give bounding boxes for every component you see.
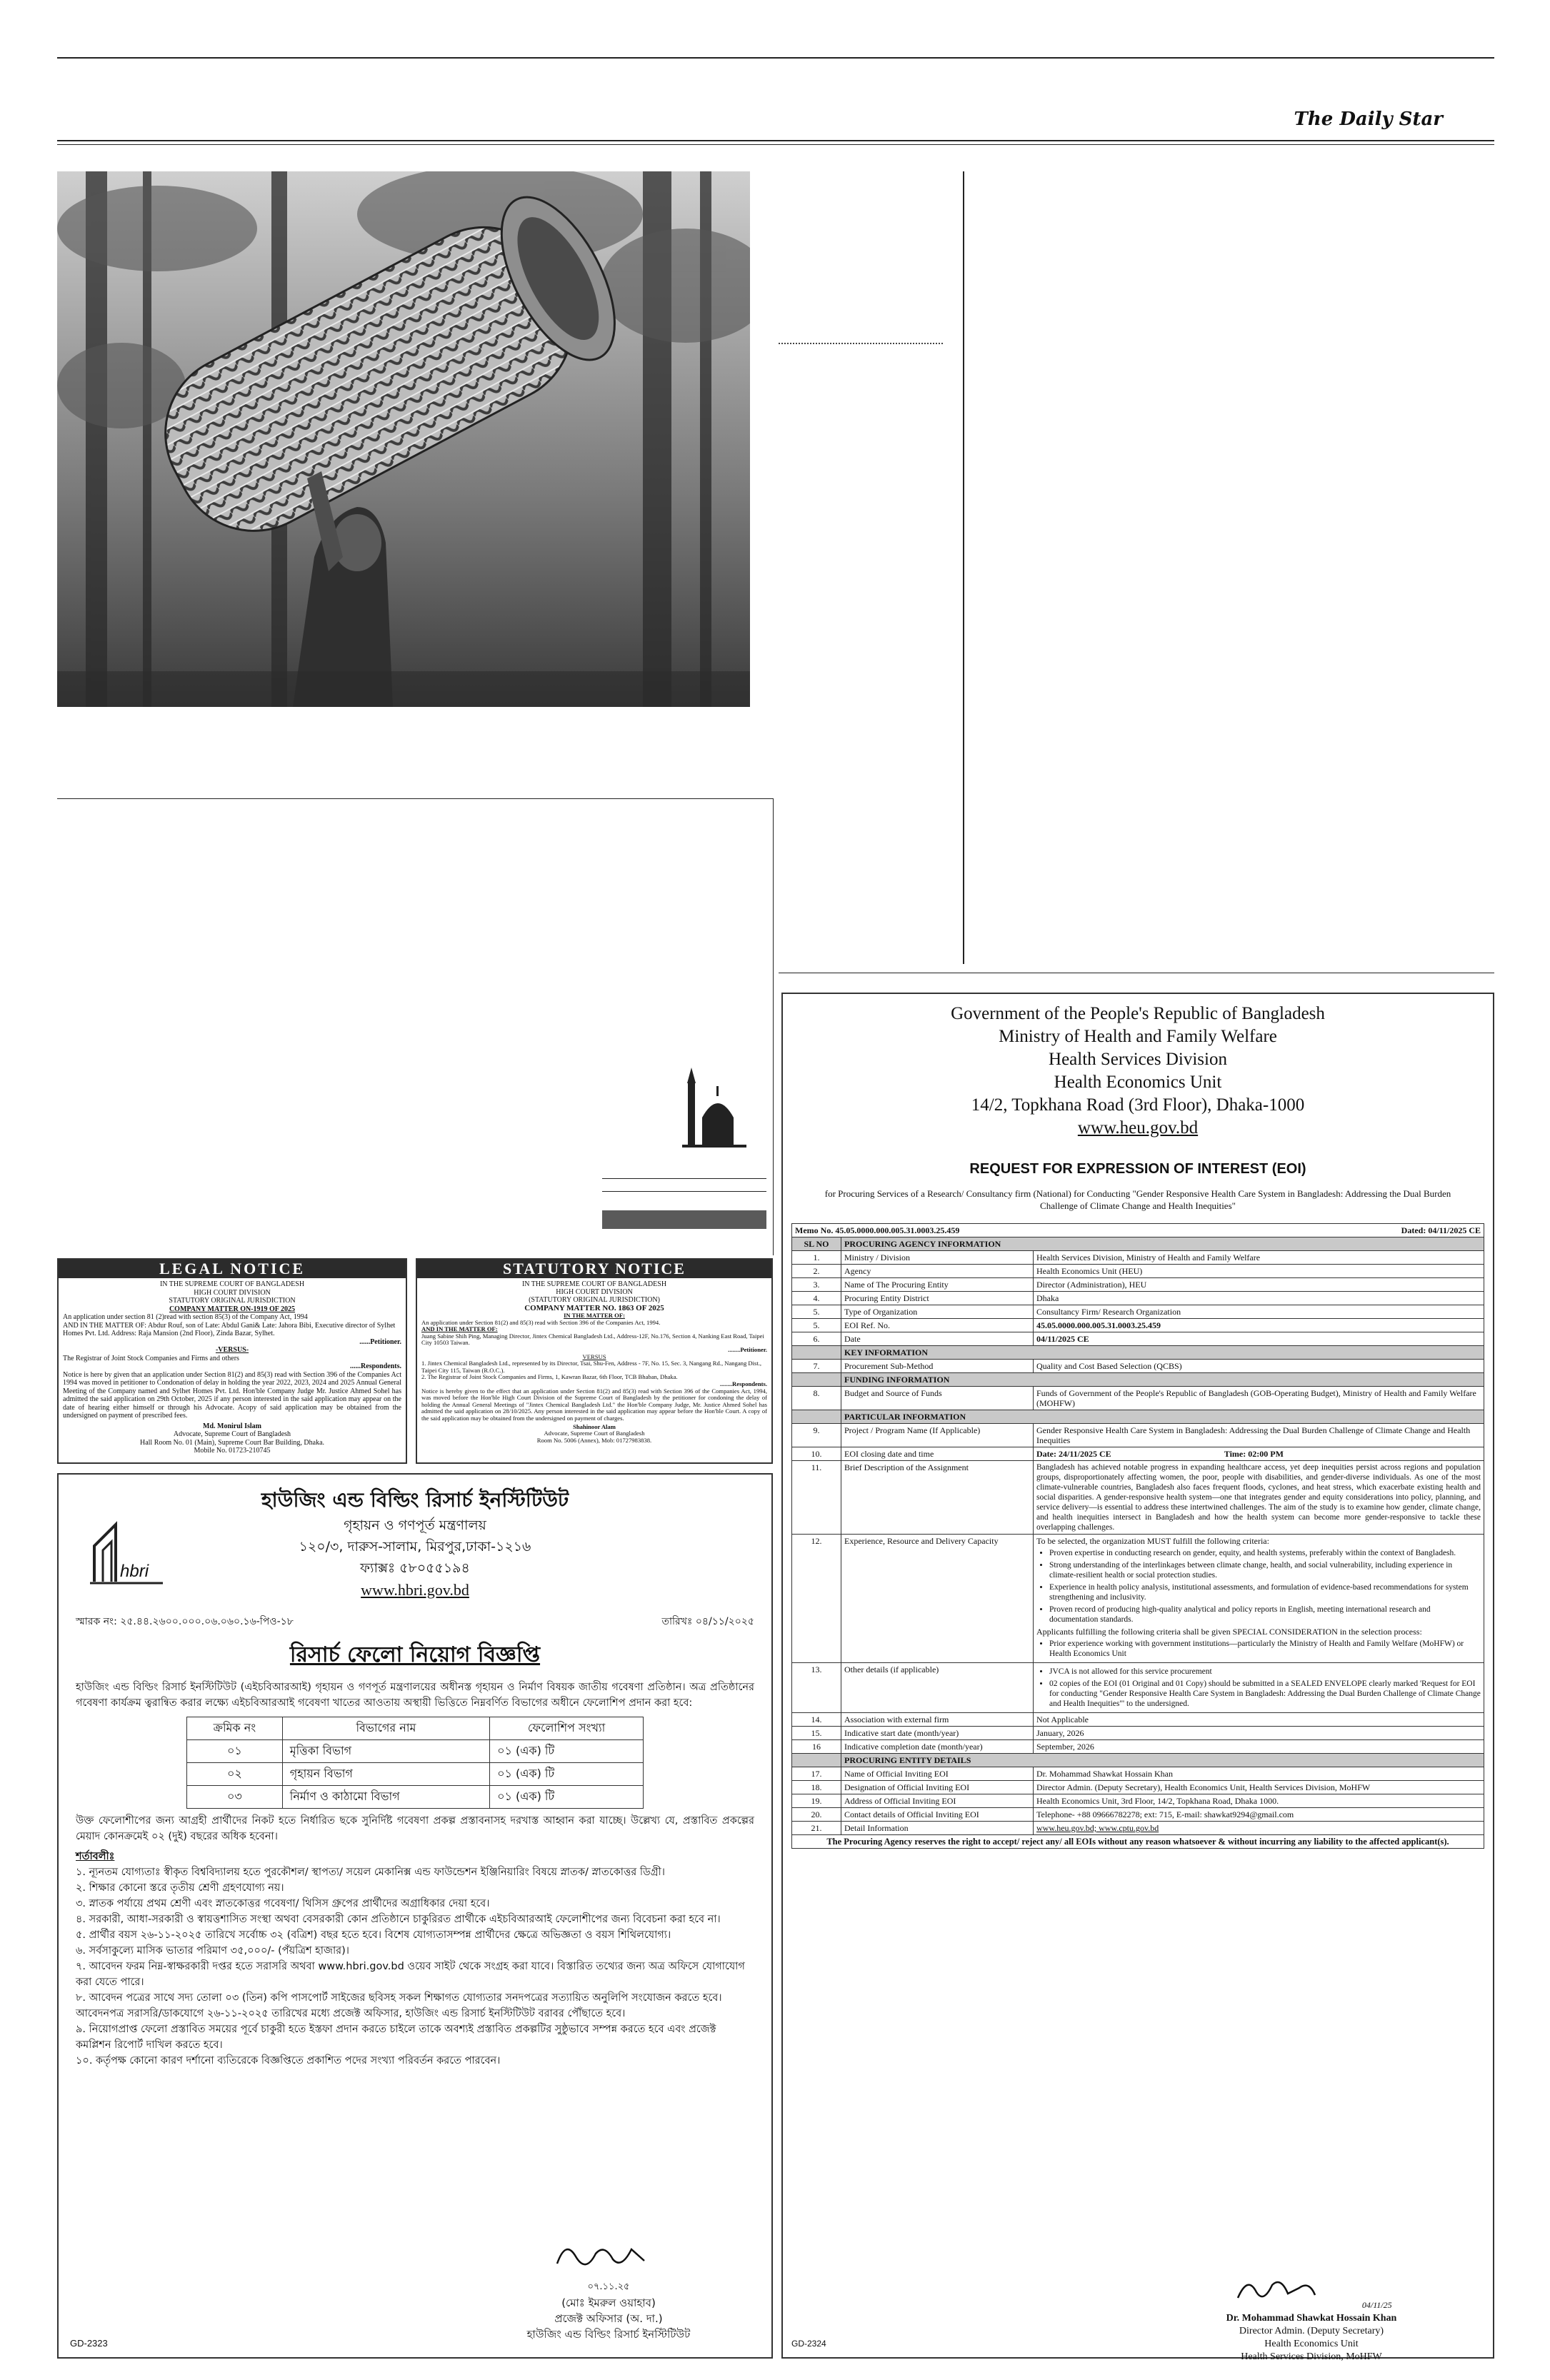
top-rule bbox=[57, 57, 1494, 59]
hbri-title-wrap bbox=[76, 1637, 754, 1674]
eoi-sl: 19. bbox=[792, 1794, 841, 1808]
eoi-key: Name of Official Inviting EOI bbox=[841, 1767, 1034, 1781]
hbri-logo-text: hbri bbox=[120, 1562, 149, 1581]
eoi-key: Other details (if applicable) bbox=[841, 1663, 1034, 1713]
hbri-condition: ৪. সরকারী, আধা-সরকারী ও স্বায়ত্তশাসিত সংস্থা অথবা বেসরকারী কোন প্রতিষ্ঠানে চাকুরিরত প্রার্থীকে এইচবিআরআই ফেলোশীপের জন্য বিবেচনা করা হবে না। bbox=[76, 1914, 721, 1925]
list-item: • Prior experience working with government institutions—particularly the Ministry of Health and Family Welfare (MoHFW) or Health Economics Unit bbox=[1049, 1639, 1481, 1659]
eoi-sl: 6. bbox=[792, 1332, 841, 1346]
eoi-section bbox=[792, 1346, 1484, 1360]
hbri-condition: ৮. আবেদন পত্রের সাথে সদ্য তোলা ০৩ (তিন) কপি পাসপোর্ট সাইজের ছবিসহ সকল শিক্ষাগত যোগ্যতার সনদপত্রের সত্যায়িত অনুলিপি সংযোজন করতে হবে। আবেদনপত্র সরাসরি/ডাকযোগে ২৬-১১-২০২৫ তারিখের মধ্যে প্রজেক্ট অফিসার, হাউজিং এন্ড রিসার্চ ইনস্টিটিউট বরাবর পৌঁছাতে হবে। bbox=[76, 1992, 722, 2019]
stat-division: HIGH COURT DIVISION bbox=[556, 1288, 633, 1296]
eoi-key: Project / Program Name (If Applicable) bbox=[841, 1424, 1034, 1447]
eoi-key: Indicative start date (month/year) bbox=[841, 1727, 1034, 1740]
eoi-value: Consultancy Firm/ Research Organization bbox=[1034, 1305, 1484, 1319]
hbri-title: রিসার্চ ফেলো নিয়োগ বিজ্ঞপ্তি bbox=[289, 1642, 541, 1667]
masthead-rule-top bbox=[57, 140, 1494, 141]
eoi-signature bbox=[1231, 2272, 1359, 2308]
eoi-section-label: PARTICULAR INFORMATION bbox=[841, 1410, 1484, 1424]
hbri-intro: হাউজিং এন্ড বিল্ডিং রিসার্চ ইনস্টিটিউট (এইচবিআরআই) গৃহায়ন ও গণপূর্ত মন্ত্রণালয়ের অধীনস্ত গৃহায়ন ও নির্মাণ বিষয়ক জাতীয় গবেষণা প্রতিষ্ঠান। অত্র প্রতিষ্ঠানের গবেষণা কার্যক্রম ত্বরান্বিত করার লক্ষ্যে এইচবিআরআই গবেষণা খাতের আওতায় অস্থায়ী ভিত্তিতে নিম্নবর্ণিত বিভাগের অধীনে ফেলোশিপ প্রদান করা হবে: bbox=[76, 1682, 754, 1709]
hbri-sig-title: প্রজেক্ট অফিসার (অ. দা.) bbox=[554, 2312, 663, 2325]
table-row bbox=[187, 1763, 644, 1786]
eoi-sl: 10. bbox=[792, 1447, 841, 1461]
table-row bbox=[792, 1319, 1484, 1332]
table-row bbox=[187, 1786, 644, 1809]
stat-matter: COMPANY MATTER NO. 1863 OF 2025 bbox=[524, 1304, 664, 1312]
section-rule-left-v bbox=[773, 798, 774, 1255]
news-photo bbox=[57, 171, 750, 707]
eoi-closing-cell bbox=[1034, 1447, 1484, 1461]
hbri-org: হাউজিং এন্ড বিল্ডিং রিসার্চ ইনস্টিটিউট bbox=[261, 1488, 569, 1512]
table-row bbox=[792, 1727, 1484, 1740]
table-row bbox=[792, 1424, 1484, 1447]
eoi-value: Health Economics Unit, 3rd Floor, 14/2, Topkhana Road, Dhaka 1000. bbox=[1034, 1794, 1484, 1808]
hbri-condition: ৫. প্রার্থীর বয়স ২৬-১১-২০২৫ তারিখে সর্বোচ্চ ৩২ (বত্রিশ) বছর হতে হবে। বিশেষ যোগ্যতাসম্পন্ন প্রার্থীদের ক্ষেত্রে অভিজ্ঞতা ও বয়স শিথিলযোগ্য। bbox=[76, 1929, 671, 1941]
legal-notice-text: Notice is here by given that an application under Section 81(2) and 85(3) read with Section 396 of the Companies Act 1994 was moved in petitioner to Condonation of delay in holding the year 2022, 2023, 2024 and 2025 Annual General Meeting of the Company named and Sylhet Homes Pvt. Ltd. Hon'ble Company Judge Mr. Justice Ahmed Sohel has admitted the said application on 29th October, 2025 if any person interested in the said application may appear on the date of hearing either himself or through his Advocate. Acopy of said application may be obtained from the undersigned on payment of prescribed fees. bbox=[63, 1370, 401, 1420]
eoi-sl: 20. bbox=[792, 1808, 841, 1822]
legal-notice bbox=[57, 1258, 407, 1464]
masthead-paper-name: The Daily Star bbox=[1294, 109, 1443, 130]
hbri-gd: GD-2323 bbox=[70, 2338, 108, 2349]
table-row bbox=[187, 1740, 644, 1763]
eoi-key: Experience, Resource and Delivery Capacity bbox=[841, 1535, 1034, 1663]
eoi-value: Gender Responsive Health Care System in Bangladesh: Addressing the Dual Burden Challenge of Climate Change and Health Inequities bbox=[1034, 1424, 1484, 1447]
eoi-sl-blank bbox=[792, 1754, 841, 1767]
eoi-value: Funds of Government of the People's Republic of Bangladesh (GOB-Operating Budget), Ministry of Health and Family Welfare (MOHFW) bbox=[1034, 1387, 1484, 1410]
eoi-criteria-intro: To be selected, the organization MUST fulfill the following criteria: bbox=[1036, 1536, 1269, 1546]
table-row bbox=[792, 1822, 1484, 1835]
hbri-web: www.hbri.gov.bd bbox=[361, 1581, 469, 1599]
eoi-sl: 21. bbox=[792, 1822, 841, 1835]
hbri-condition: ৭. আবেদন ফরম নিম্ন-স্বাক্ষরকারী দপ্তর হতে সরাসরি অথবা www.hbri.gov.bd ওয়েব সাইট থেকে সংগ্রহ করা যাবে। বিস্তারিত তথ্যের জন্য অত্র অফিসে যোগাযোগ করা যেতে পারে। bbox=[76, 1961, 745, 1988]
eoi-unit: Health Economics Unit bbox=[1054, 1073, 1222, 1092]
fellowship-table bbox=[186, 1717, 644, 1809]
table-row bbox=[792, 1794, 1484, 1808]
list-item: • Experience in health policy analysis, institutional assessments, and formulation of evidence-based recommendations for system strengthening and inclusivity. bbox=[1049, 1582, 1481, 1602]
fel-cell: নির্মাণ ও কাঠামো বিভাগ bbox=[282, 1786, 489, 1809]
eoi-advertisement bbox=[781, 993, 1494, 2362]
eoi-table bbox=[791, 1223, 1484, 1849]
fel-cell: ০১ (এক) টি bbox=[490, 1786, 644, 1809]
hbri-signature-block bbox=[459, 2235, 759, 2342]
eoi-sl: 12. bbox=[792, 1535, 841, 1663]
fel-cell: ০১ (এক) টি bbox=[490, 1763, 644, 1786]
fel-head-dept: বিভাগের নাম bbox=[282, 1717, 489, 1740]
eoi-sl: 15. bbox=[792, 1727, 841, 1740]
table-row bbox=[792, 1740, 1484, 1754]
eoi-value: 04/11/2025 CE bbox=[1034, 1332, 1484, 1346]
hbri-sig-name: (মোঃ ইমরুল ওয়াহাব) bbox=[561, 2296, 656, 2309]
fel-head-sl: ক্রমিক নং bbox=[187, 1717, 283, 1740]
table-row bbox=[792, 1663, 1484, 1713]
eoi-ministry: Ministry of Health and Family Welfare bbox=[999, 1027, 1277, 1046]
dotted-separator bbox=[779, 343, 943, 344]
hbri-date: তারিখঃ ০৪/১১/২০২৫ bbox=[661, 1616, 754, 1627]
eoi-web: www.heu.gov.bd bbox=[1077, 1118, 1199, 1138]
eoi-memo-row bbox=[792, 1224, 1484, 1237]
legal-jurisdiction: STATUTORY ORIGINAL JURISDICTION bbox=[169, 1297, 296, 1305]
eoi-key: Procuring Entity District bbox=[841, 1292, 1034, 1305]
eoi-key: Designation of Official Inviting EOI bbox=[841, 1781, 1034, 1794]
eoi-signature-block bbox=[1154, 2272, 1469, 2364]
eoi-value: Telephone- +88 09666782278; ext: 715, E-mail: shawkat9294@gmail.com bbox=[1034, 1808, 1484, 1822]
column-rule bbox=[963, 171, 964, 964]
grey-bar bbox=[602, 1210, 766, 1229]
eoi-sl: 16 bbox=[792, 1740, 841, 1754]
eoi-value: Health Services Division, Ministry of Health and Family Welfare bbox=[1034, 1251, 1484, 1265]
table-row bbox=[792, 1767, 1484, 1781]
masthead-rule-bottom bbox=[57, 144, 1494, 145]
eoi-sig-name: Dr. Mohammad Shawkat Hossain Khan bbox=[1226, 2313, 1397, 2324]
eoi-key: Type of Organization bbox=[841, 1305, 1034, 1319]
eoi-sl: 18. bbox=[792, 1781, 841, 1794]
eoi-title: REQUEST FOR EXPRESSION OF INTEREST (EOI) bbox=[969, 1161, 1306, 1177]
table-row bbox=[792, 1535, 1484, 1663]
eoi-section-label: PROCURING AGENCY INFORMATION bbox=[841, 1237, 1484, 1251]
legal-signer-mobile: Mobile No. 01723-210745 bbox=[194, 1447, 271, 1455]
eoi-key: Indicative completion date (month/year) bbox=[841, 1740, 1034, 1754]
eoi-division: Health Services Division bbox=[1049, 1050, 1227, 1069]
stat-resp1: 1. Jintex Chemical Bangladesh Ltd., represented by its Director, Tsai, Shu-Fen, Address - 7F, No. 15, Sec. 3, Nangang Rd., Nangang Dist., Taipei City 115, Taiwan (R.O.C.). bbox=[421, 1360, 762, 1374]
eoi-subtitle: for Procuring Services of a Research/ Consultancy firm (National) for Conducting "Gender Responsive Health Care System in Bangladesh: Addressing the Dual Burden Challenge of Climate Change and Health Inequities" bbox=[824, 1188, 1451, 1211]
list-item: • JVCA is not allowed for this service procurement bbox=[1049, 1667, 1481, 1677]
table-row bbox=[792, 1360, 1484, 1373]
eoi-sl: 14. bbox=[792, 1713, 841, 1727]
photo-illustration bbox=[57, 171, 750, 707]
eoi-value: Quality and Cost Based Selection (QCBS) bbox=[1034, 1360, 1484, 1373]
legal-division: HIGH COURT DIVISION bbox=[194, 1288, 271, 1297]
hbri-condition: ৬. সর্বসাকুল্যে মাসিক ভাতার পরিমাণ ৩৫,০০০/- (পঁয়ত্রিশ হাজার)। bbox=[76, 1945, 349, 1957]
eoi-key: EOI closing date and time bbox=[841, 1447, 1034, 1461]
eoi-value: Dhaka bbox=[1034, 1292, 1484, 1305]
eoi-sig-title: Director Admin. (Deputy Secretary) bbox=[1239, 2326, 1384, 2336]
fel-cell: মৃত্তিকা বিভাগ bbox=[282, 1740, 489, 1763]
stat-petitioner: ........Petitioner. bbox=[728, 1345, 767, 1353]
legal-respondents-tag: ......Respondents. bbox=[350, 1362, 401, 1370]
table-row bbox=[792, 1251, 1484, 1265]
hbri-condition: ৩. স্নাতক পর্যায়ে প্রথম শ্রেণী এবং স্নাতকোত্তর গবেষণা/ থিসিস গ্রুপের প্রার্থীদের অগ্রাধিকার দেয়া হবে। bbox=[76, 1898, 490, 1909]
eoi-dated: Dated: 04/11/2025 CE bbox=[1401, 1225, 1481, 1235]
eoi-sl-blank bbox=[792, 1410, 841, 1424]
table-row bbox=[792, 1713, 1484, 1727]
eoi-key: Date bbox=[841, 1332, 1034, 1346]
hbri-advertisement bbox=[57, 1473, 773, 2359]
statutory-notice-banner: STATUTORY NOTICE bbox=[417, 1260, 771, 1278]
eoi-value: January, 2026 bbox=[1034, 1727, 1484, 1740]
eoi-memo-cell bbox=[792, 1224, 1484, 1237]
eoi-sl: 8. bbox=[792, 1387, 841, 1410]
table-row bbox=[792, 1447, 1484, 1461]
eoi-sl: 5. bbox=[792, 1305, 841, 1319]
stat-notice-text: Notice is hereby given to the effect that an application under Section 81(2) and 85(3) read with Section 396 of the Companies Act, 1994, was moved before the Hon'ble High Court Division of the Supreme Court of Bangladesh by the petitioner for condoning the delay of holding the Annual General Meetings of "Jintex Chemical Bangladesh Ltd." the Hon'ble Company Judge, Mr. Justice Ahmed Sohel has admitted the said application on 28/10/2025. Any person interested in the said application may appear before the Hon'ble Court. A copy of the said application may be obtained from the undersigned on payment of charges. bbox=[421, 1387, 767, 1422]
eoi-value: Not Applicable bbox=[1034, 1713, 1484, 1727]
eoi-other-details-cell bbox=[1034, 1663, 1484, 1713]
hbri-conditions-head: শর্তাবলীঃ bbox=[76, 1851, 115, 1862]
eoi-key: Budget and Source of Funds bbox=[841, 1387, 1034, 1410]
stat-jurisdiction: (STATUTORY ORIGINAL JURISDICTION) bbox=[529, 1296, 660, 1304]
legal-body1: An application under section 81 (2)read with section 85(3) of the Company Act, 1994 bbox=[63, 1313, 308, 1321]
eoi-reserve-text: The Procuring Agency reserves the right to accept/ reject any/ all EOIs without any reason whatsoever & without incurring any liability to the affected applicant(s). bbox=[792, 1835, 1484, 1849]
eoi-criteria-list bbox=[1049, 1548, 1481, 1625]
table-row bbox=[792, 1265, 1484, 1278]
stat-resp2: 2. The Registrar of Joint Stock Companies and Firms, 1, Kawran Bazar, 6th Floor, TCB Bhaban, Dhaka. bbox=[421, 1373, 678, 1381]
eoi-sl-head: SL NO bbox=[792, 1237, 841, 1251]
eoi-key: Ministry / Division bbox=[841, 1251, 1034, 1265]
legal-petitioner: ......Petitioner. bbox=[359, 1337, 401, 1346]
fel-cell: ০৩ bbox=[187, 1786, 283, 1809]
eoi-key: Contact details of Official Inviting EOI bbox=[841, 1808, 1034, 1822]
stat-respondents-tag: ........Respondents. bbox=[719, 1380, 767, 1387]
table-row bbox=[792, 1305, 1484, 1319]
hbri-sig-org: হাউজিং এন্ড বিল্ডিং রিসার্চ ইনস্টিটিউট bbox=[526, 2328, 691, 2341]
eoi-closing-date: Date: 24/11/2025 CE bbox=[1036, 1449, 1111, 1459]
eoi-closing-time: Time: 02:00 PM bbox=[1224, 1449, 1284, 1459]
legal-court: IN THE SUPREME COURT OF BANGLADESH bbox=[159, 1280, 305, 1288]
eoi-sl: 13. bbox=[792, 1663, 841, 1713]
eoi-value: September, 2026 bbox=[1034, 1740, 1484, 1754]
table-row bbox=[792, 1332, 1484, 1346]
hbri-condition: ২. শিক্ষার কোনো স্তরে তৃতীয় শ্রেণী গ্রহণযোগ্য নয়। bbox=[76, 1882, 284, 1894]
eoi-sl: 11. bbox=[792, 1461, 841, 1535]
statutory-notice bbox=[416, 1258, 773, 1464]
hbri-condition: ১. ন্যূনতম যোগ্যতাঃ স্বীকৃত বিশ্ববিদ্যালয় হতে পুরকৌশল/ স্থাপত্য/ সয়েল মেকানিক্স এন্ড ফাউন্ডেশন ইঞ্জিনিয়ারিং বিষয়ে স্নাতক/ স্নাতকোত্তর ডিগ্রী। bbox=[76, 1867, 665, 1878]
stat-body1: An application under Section 81(2) and 85(3) read with Section 396 of the Companies Act, 1994. bbox=[421, 1318, 661, 1326]
eoi-value: www.heu.gov.bd; www.cptu.gov.bd bbox=[1034, 1822, 1484, 1835]
eoi-value: 45.05.0000.000.005.31.0003.25.459 bbox=[1034, 1319, 1484, 1332]
eoi-value: Director Admin. (Deputy Secretary), Health Economics Unit, Health Services Division, MoHFW bbox=[1034, 1781, 1484, 1794]
eoi-section bbox=[792, 1754, 1484, 1767]
stat-in-matter-head: IN THE MATTER OF: bbox=[564, 1312, 625, 1319]
legal-signer-title: Advocate, Supreme Court of Bangladesh bbox=[173, 1430, 291, 1438]
table-row bbox=[792, 1292, 1484, 1305]
fellowship-table-head bbox=[187, 1717, 644, 1740]
eoi-key: Association with external firm bbox=[841, 1713, 1034, 1727]
eoi-sl: 2. bbox=[792, 1265, 841, 1278]
eoi-section-label: PROCURING ENTITY DETAILS bbox=[841, 1754, 1484, 1767]
legal-respondent: The Registrar of Joint Stock Companies and Firms and others bbox=[63, 1354, 239, 1362]
eoi-key: Detail Information bbox=[841, 1822, 1034, 1835]
eoi-sl-blank bbox=[792, 1373, 841, 1387]
hbri-logo bbox=[87, 1517, 166, 1596]
stat-party1: Juang Sabine Shih Ping, Managing Director, Jintex Chemical Bangladesh Ltd., Address-12F, No.176, Section 4, Nanking East Road, Taipei City 10503 Taiwan. bbox=[421, 1332, 764, 1347]
eoi-section bbox=[792, 1237, 1484, 1251]
eoi-sl: 3. bbox=[792, 1278, 841, 1292]
eoi-criteria-cell bbox=[1034, 1535, 1484, 1663]
stat-court: IN THE SUPREME COURT OF BANGLADESH bbox=[521, 1280, 667, 1288]
list-item: • Proven record of producing high-quality analytical and policy reports in English, meeting international research and documentation standards. bbox=[1049, 1605, 1481, 1625]
table-row bbox=[792, 1781, 1484, 1794]
hbri-signature bbox=[551, 2235, 666, 2275]
eoi-sl: 9. bbox=[792, 1424, 841, 1447]
eoi-memo: Memo No. 45.05.0000.000.005.31.0003.25.459 bbox=[795, 1225, 960, 1235]
stat-signer-title: Advocate, Supreme Court of Bangladesh bbox=[544, 1430, 645, 1437]
thin-rule-2 bbox=[602, 1191, 766, 1192]
hbri-condition: ৯. নিয়োগপ্রাপ্ত ফেলো প্রস্তাবিত সময়ের পূর্বে চাকুরী হতে ইস্তফা প্রদান করতে চাইলে তাকে অবশ্যই প্রস্তাবিত প্রকল্পটির সুষ্ঠুভাবে সম্পন্ন করতে হবে এবং প্রজেক্ট কমপ্লিশন রিপোর্ট দাখিল করতে হবে। bbox=[76, 2024, 716, 2051]
eoi-value: Dr. Mohammad Shawkat Hossain Khan bbox=[1034, 1767, 1484, 1781]
eoi-sl-blank bbox=[792, 1346, 841, 1360]
eoi-special-consideration: Applicants fulfilling the following criteria shall be given SPECIAL CONSIDERATION in the selection process: bbox=[1036, 1627, 1422, 1637]
hbri-fax: ফ্যাক্সঃ ৫৮০৫৫১৯৪ bbox=[360, 1560, 470, 1576]
eoi-other-list bbox=[1049, 1667, 1481, 1709]
eoi-key: Name of The Procuring Entity bbox=[841, 1278, 1034, 1292]
hbri-address: ১২০/৩, দারুস-সালাম, মিরপুর,ঢাকা-১২১৬ bbox=[299, 1539, 531, 1555]
eoi-sl: 4. bbox=[792, 1292, 841, 1305]
eoi-section bbox=[792, 1410, 1484, 1424]
hbri-after-table: উক্ত ফেলোশীপের জন্য আগ্রহী প্রার্থীদের নিকট হতে নির্ধারিত ছকে সুনির্দিষ্ট গবেষণা প্রকল্প প্রস্তাবনাসহ দরখাস্ত আহ্বান করা যাচ্ছে। উল্লেখ্য যে, প্রস্তাবিত প্রকল্পের মেয়াদ কোনক্রমেই ০২ (দুই) বছরের অধিক হবেনা। bbox=[76, 1815, 754, 1842]
fel-cell: ০২ bbox=[187, 1763, 283, 1786]
hbri-condition: ১০. কর্তৃপক্ষ কোনো কারণ দর্শানো ব্যতিরেকে বিজ্ঞপ্তিতে প্রকাশিত পদের সংখ্যা পরিবর্তন করতে পারবেন। bbox=[76, 2055, 501, 2067]
eoi-sig-unit: Health Economics Unit bbox=[1264, 2339, 1359, 2349]
hbri-sig-date: ০৭.১১.২৫ bbox=[587, 2281, 630, 2292]
stat-and-in-matter: AND IN THE MATTER OF: bbox=[421, 1325, 498, 1333]
fel-head-count: ফেলোশিপ সংখ্যা bbox=[490, 1717, 644, 1740]
legal-matter: COMPANY MATTER ON-1919 OF 2025 bbox=[169, 1305, 296, 1313]
eoi-key: Procurement Sub-Method bbox=[841, 1360, 1034, 1373]
eoi-reserve-row bbox=[792, 1835, 1484, 1849]
eoi-key: Agency bbox=[841, 1265, 1034, 1278]
eoi-value: Director (Administration), HEU bbox=[1034, 1278, 1484, 1292]
list-item: • Strong understanding of the interlinkages between climate change, health, and social vulnerability, including experience in climate-resilient health or social protection studies. bbox=[1049, 1560, 1481, 1580]
hbri-memo: স্মারক নং: ২৫.৪৪.২৬০০.০০০.০৬.০৬০.১৬-পিও-১৮ bbox=[76, 1616, 294, 1627]
stat-signer: Shahinoor Alam bbox=[573, 1422, 616, 1430]
eoi-assignment-description: Bangladesh has achieved notable progress in expanding healthcare access, yet deep inequities persist across regions and population groups, disproportionately affecting women, the poor, people with disabilities, and gender-diverse individuals. As one of the most climate-vulnerable countries, Bangladesh also faces frequent floods, cyclones, and heat stress, which exacerbate existing health and social disparities. A gender-responsive health system—one that integrates gender and equity considerations into policy, planning, and service delivery—is essential to address these intertwined challenges. The aim of the study is to examine how gender, climate change, and health inequities intersect in Bangladesh and how the health system can become more gender-responsive to tackle these overlapping challenges. bbox=[1034, 1461, 1484, 1535]
eoi-sl: 17. bbox=[792, 1767, 841, 1781]
legal-signer-addr: Hall Room No. 01 (Main), Supreme Court Bar Building, Dhaka. bbox=[139, 1438, 325, 1447]
stat-versus: VERSUS bbox=[582, 1352, 606, 1360]
eoi-address: 14/2, Topkhana Road (3rd Floor), Dhaka-1000 bbox=[971, 1095, 1305, 1115]
legal-signer: Md. Monirul Islam bbox=[203, 1422, 261, 1430]
mosque-icon bbox=[682, 1068, 746, 1150]
eoi-key: Brief Description of the Assignment bbox=[841, 1461, 1034, 1535]
eoi-key: Address of Official Inviting EOI bbox=[841, 1794, 1034, 1808]
thin-rule-1 bbox=[602, 1178, 766, 1179]
table-row bbox=[792, 1387, 1484, 1410]
hbri-ministry: গৃহায়ন ও গণপূর্ত মন্ত্রণালয় bbox=[344, 1517, 486, 1533]
list-item: • 02 copies of the EOI (01 Original and 01 Copy) should be submitted in a SEALED ENVELOPE clearly marked 'Request for EOI for conducting "Gender Responsive Health Care System in Bangladesh: Addressing the Dual Burden Challenge of Climate Change and Health Inequities"' to the undersigned. bbox=[1049, 1679, 1481, 1709]
eoi-gov: Government of the People's Republic of Bangladesh bbox=[951, 1004, 1325, 1023]
hbri-memo-row bbox=[76, 1613, 754, 1630]
table-row bbox=[792, 1278, 1484, 1292]
eoi-sl: 5. bbox=[792, 1319, 841, 1332]
eoi-key: EOI Ref. No. bbox=[841, 1319, 1034, 1332]
eoi-section-label: FUNDING INFORMATION bbox=[841, 1373, 1484, 1387]
fel-cell: ০১ (এক) টি bbox=[490, 1740, 644, 1763]
section-rule-left bbox=[57, 798, 773, 799]
table-row bbox=[792, 1461, 1484, 1535]
fel-cell: গৃহায়ন বিভাগ bbox=[282, 1763, 489, 1786]
table-row bbox=[792, 1808, 1484, 1822]
legal-in-matter: AND IN THE MATTER OF: Abdur Rouf, son of Late: Abdul Gani& Late: Jahora Bibi, Executive director of Sylhet Homes Pvt. Ltd. Address: Raja Mansion (2nd Floor), Zinda Bazar, Sylhet. bbox=[63, 1321, 396, 1337]
eoi-value: Health Economics Unit (HEU) bbox=[1034, 1265, 1484, 1278]
eoi-sig-date: 04/11/25 bbox=[1361, 2300, 1392, 2310]
eoi-sl: 1. bbox=[792, 1251, 841, 1265]
fel-cell: ০১ bbox=[187, 1740, 283, 1763]
eoi-section bbox=[792, 1373, 1484, 1387]
legal-notice-banner: LEGAL NOTICE bbox=[59, 1260, 406, 1278]
eoi-special-list bbox=[1049, 1639, 1481, 1659]
eoi-sl: 7. bbox=[792, 1360, 841, 1373]
list-item: • Proven expertise in conducting research on gender, equity, and health systems, preferably within the context of Bangladesh. bbox=[1049, 1548, 1481, 1558]
eoi-gd: GD-2324 bbox=[791, 2339, 826, 2349]
eoi-sig-div: Health Services Division, MoHFW bbox=[1241, 2351, 1382, 2362]
stat-signer-addr: Room No. 5006 (Annex), Mob: 01727983838. bbox=[536, 1436, 652, 1444]
eoi-section-label: KEY INFORMATION bbox=[841, 1346, 1484, 1360]
legal-versus: -VERSUS- bbox=[215, 1346, 249, 1354]
